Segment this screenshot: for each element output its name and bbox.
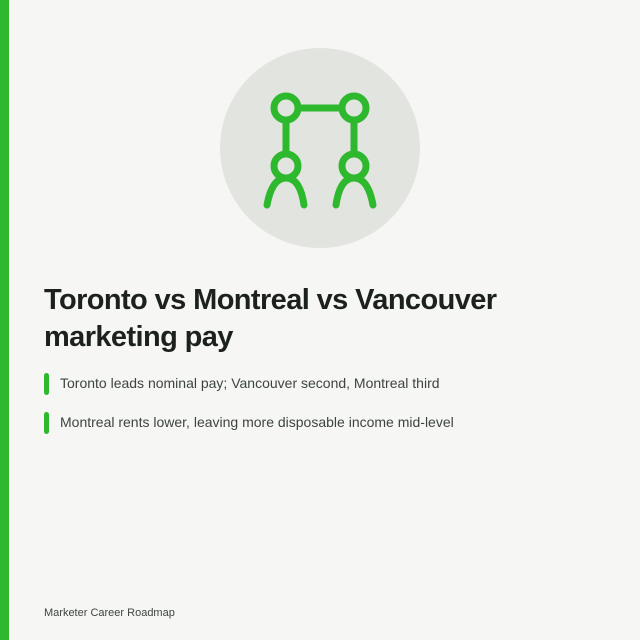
key-point-text: Montreal rents lower, leaving more disposable income mid-level	[60, 414, 454, 430]
bullet-bar	[44, 373, 49, 395]
hero-illustration	[220, 48, 420, 248]
key-points-list	[44, 372, 614, 450]
key-point-item	[44, 411, 614, 433]
key-point-text: Toronto leads nominal pay; Vancouver second, Montreal third	[60, 375, 440, 391]
footer-brand: Marketer Career Roadmap	[44, 607, 175, 619]
career-path-people-icon	[220, 48, 420, 248]
page-title-line-2: marketing pay	[44, 321, 233, 353]
key-point-item	[44, 372, 614, 394]
bullet-bar	[44, 412, 49, 434]
page-title	[44, 282, 604, 356]
left-accent-bar	[0, 0, 9, 640]
page-title-line-1: Toronto vs Montreal vs Vancouver	[44, 284, 497, 316]
